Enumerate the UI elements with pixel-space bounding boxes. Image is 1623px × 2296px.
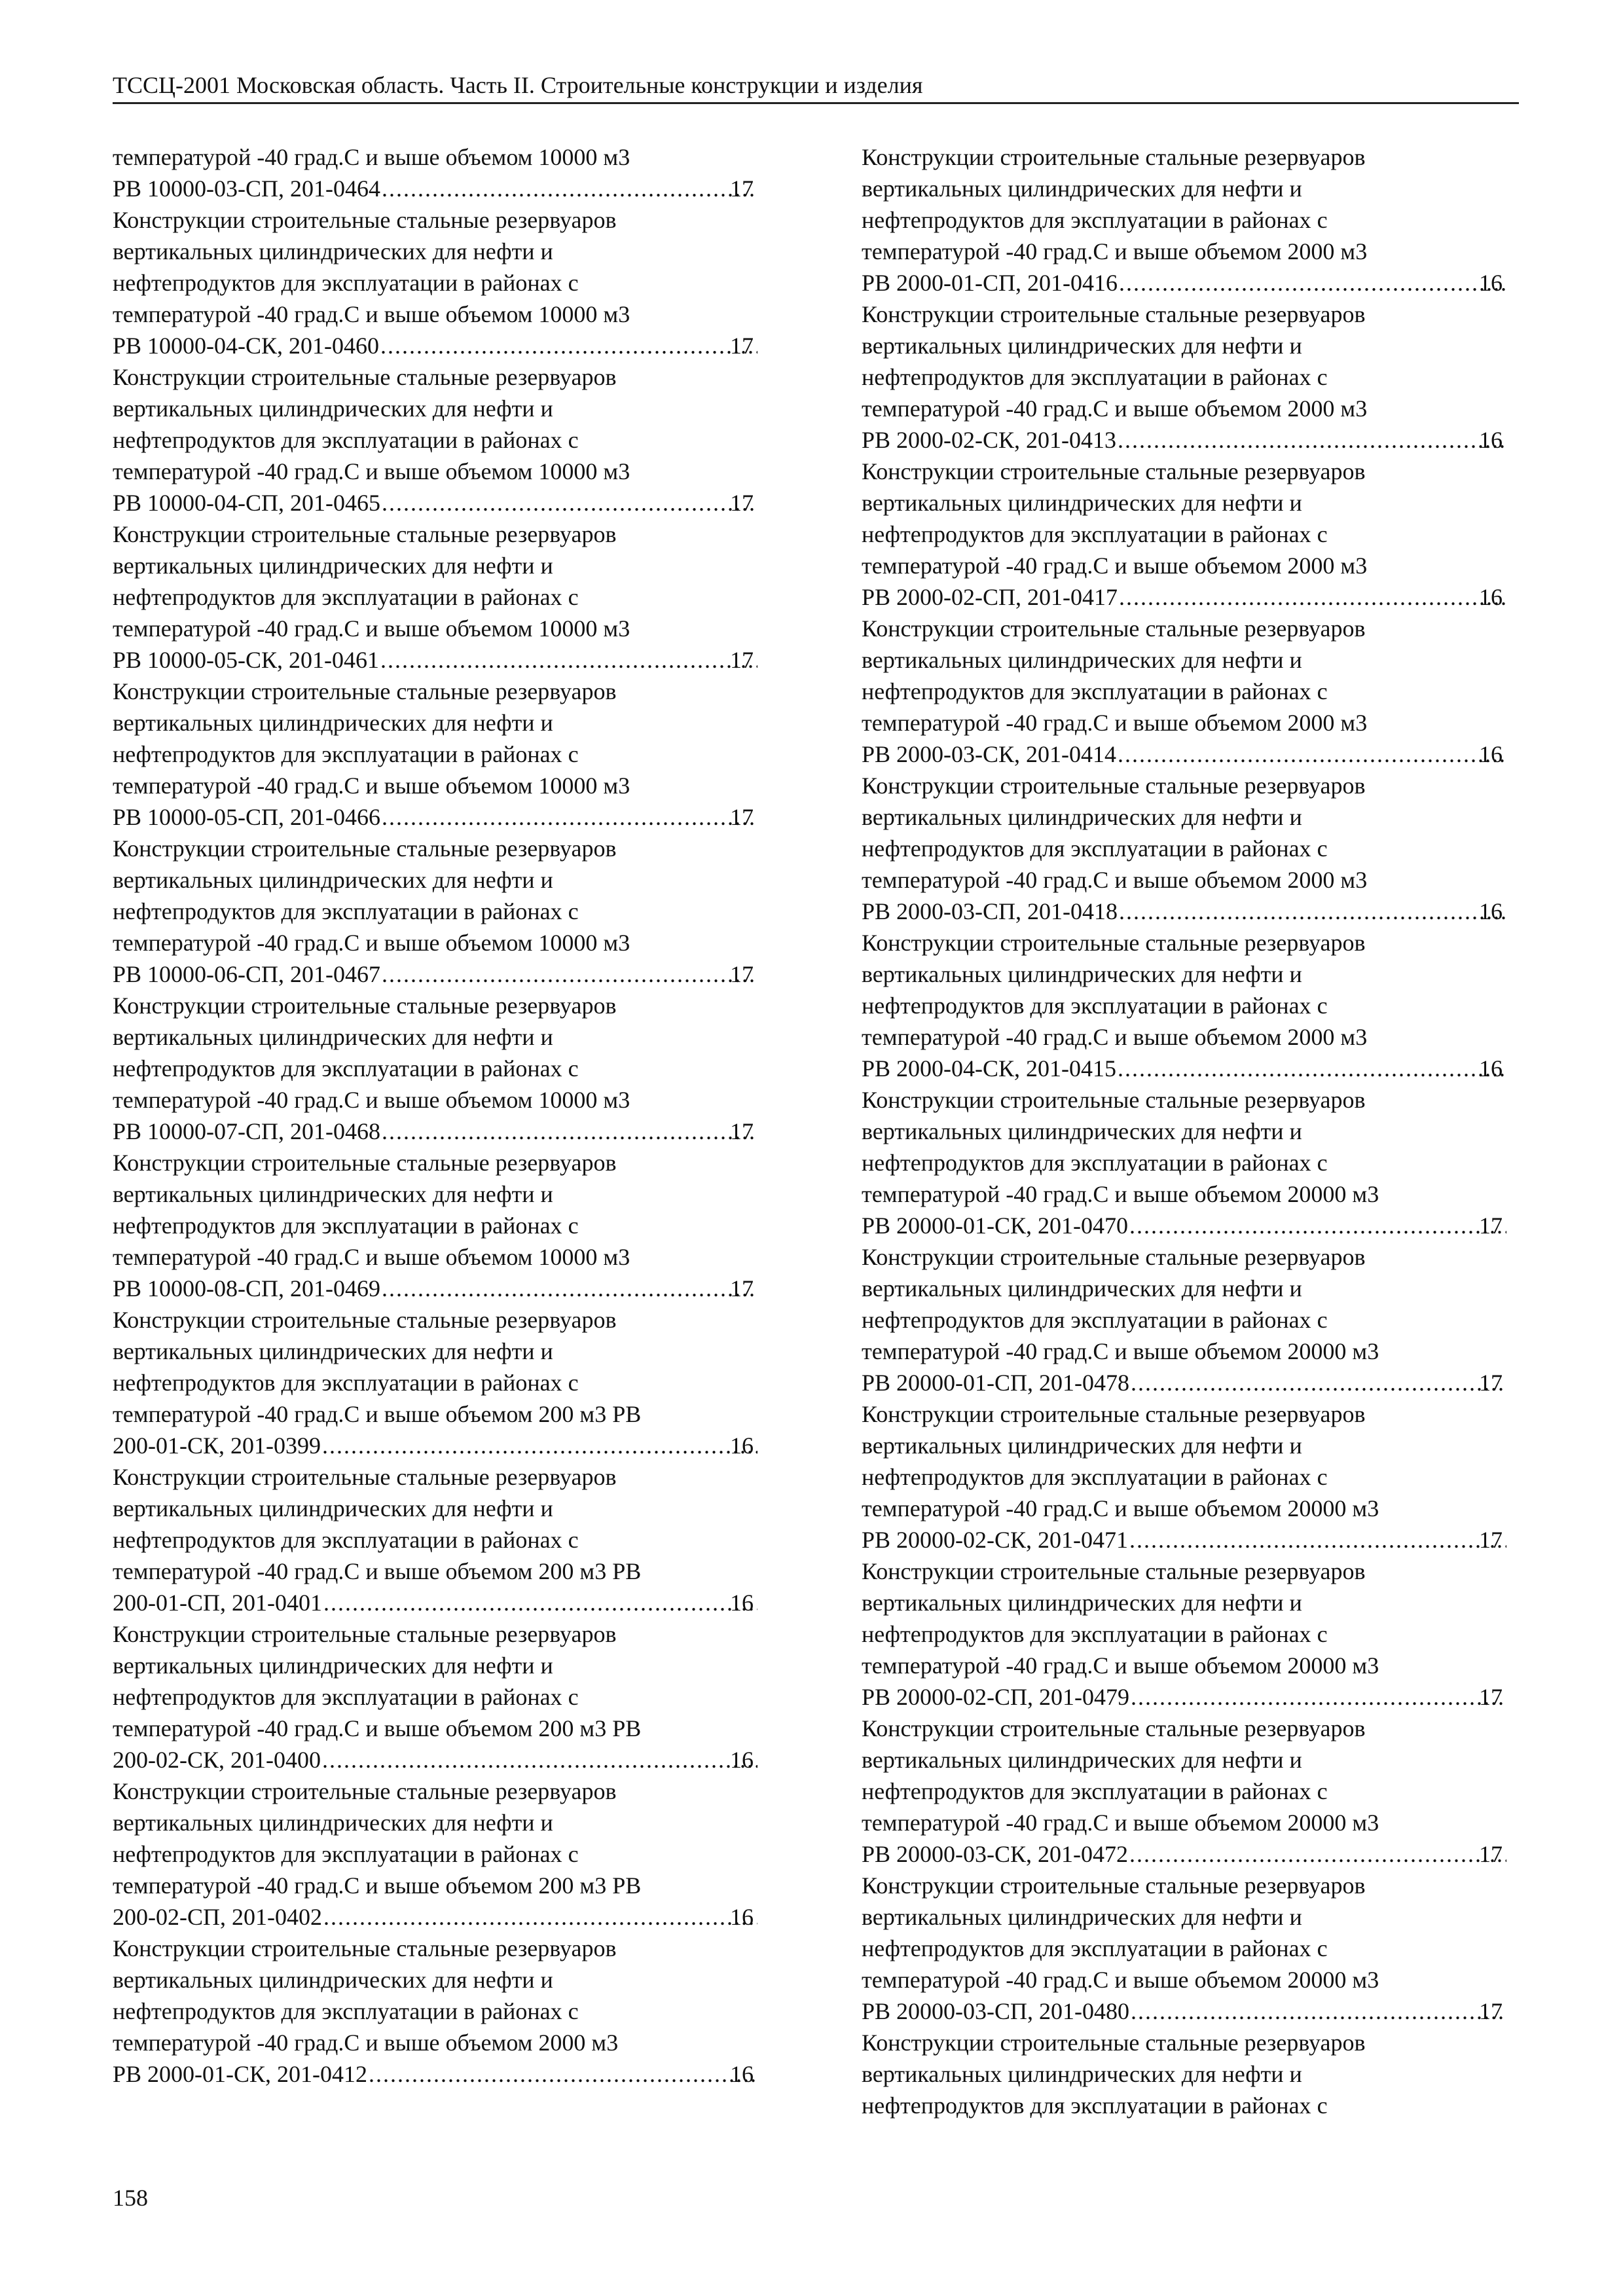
index-entry: [113, 1461, 757, 1618]
entry-code: РВ 20000-03-СК, 201-0472: [862, 1841, 1129, 1867]
entry-text-line: вертикальных цилиндрических для нефти и: [862, 2061, 1302, 2087]
entry-text-line: нефтепродуктов для эксплуатации в районах с: [862, 1935, 1328, 1961]
dot-leader: [1118, 896, 1506, 927]
entry-text-line: Конструкции строительные стальные резервуаров: [862, 1558, 1366, 1584]
dot-leader: [1116, 738, 1506, 770]
entry-code: РВ 2000-02-СК, 201-0413: [862, 427, 1117, 453]
entry-text-line: нефтепродуктов для эксплуатации в районах с: [113, 1527, 579, 1553]
entry-text-line: Конструкции строительные стальные резервуаров: [862, 1715, 1366, 1741]
entry-code-line: РВ 2000-02-СК, 201-0413 ..... 16: [889, 424, 1506, 456]
entry-text-line: Конструкции строительные стальные резервуаров: [113, 1935, 617, 1961]
entry-code-line: 200-02-СП, 201-0402 ..... 16: [140, 1901, 757, 1933]
entry-text-line: вертикальных цилиндрических для нефти и: [113, 1652, 553, 1679]
entry-text-line: вертикальных цилиндрических для нефти и: [862, 804, 1302, 830]
entry-text-line: Конструкции строительные стальные резервуаров: [113, 1150, 617, 1176]
entry-code: РВ 10000-06-СП, 201-0467: [113, 961, 381, 987]
entry-code: 200-01-СК, 201-0399: [113, 1432, 321, 1459]
entry-code-line: РВ 10000-05-СП, 201-0466 ..... 17: [140, 801, 757, 833]
entry-code: РВ 20000-01-СП, 201-0478: [862, 1370, 1130, 1396]
entry-text-line: температурой -40 град.С и выше объемом 2000 м3: [862, 1024, 1368, 1050]
entry-text-line: вертикальных цилиндрических для нефти и: [113, 1810, 553, 1836]
entry-text-line: нефтепродуктов для эксплуатации в районах с: [862, 1464, 1328, 1490]
entry-code-line: РВ 10000-07-СП, 201-0468 ..... 17: [140, 1116, 757, 1147]
index-entry: [113, 1776, 757, 1933]
index-entry: [862, 1084, 1506, 1241]
entry-text-line: вертикальных цилиндрических для нефти и: [862, 961, 1302, 987]
entry-code: РВ 10000-04-СП, 201-0465: [113, 490, 381, 516]
index-entry: [862, 299, 1506, 456]
entry-text-line: Конструкции строительные стальные резервуаров: [862, 773, 1366, 799]
entry-text-line: Конструкции строительные стальные резервуаров: [862, 1244, 1366, 1270]
entry-code: РВ 2000-02-СП, 201-0417: [862, 584, 1118, 610]
entry-text-line: вертикальных цилиндрических для нефти и: [862, 1118, 1302, 1144]
entry-text-line: температурой -40 град.С и выше объемом 20000 м3: [862, 1810, 1379, 1836]
dot-leader: [1129, 1995, 1506, 2027]
dot-leader: [321, 1430, 757, 1461]
entry-text-line: вертикальных цилиндрических для нефти и: [113, 1495, 553, 1522]
index-entry: [862, 1870, 1506, 2027]
dot-leader: [379, 330, 757, 361]
entry-text-line: вертикальных цилиндрических для нефти и: [862, 1590, 1302, 1616]
entry-text-line: Конструкции строительные стальные резервуаров: [113, 1621, 617, 1647]
dot-leader: [1128, 1838, 1506, 1870]
index-entry: [862, 456, 1506, 613]
entry-text-line: температурой -40 град.С и выше объемом 200 м3 РВ: [113, 1872, 642, 1899]
entry-code: РВ 20000-01-СК, 201-0470: [862, 1212, 1129, 1239]
entry-code-line: РВ 10000-04-СП, 201-0465 ..... 17: [140, 487, 757, 519]
entry-text-line: вертикальных цилиндрических для нефти и: [862, 647, 1302, 673]
index-entry: [862, 141, 1506, 299]
entry-text-line: температурой -40 град.С и выше объемом 20000 м3: [862, 1495, 1379, 1522]
dot-leader: [380, 1273, 757, 1304]
entry-code: РВ 10000-05-СП, 201-0466: [113, 804, 381, 830]
entry-text-line: нефтепродуктов для эксплуатации в районах с: [862, 1621, 1328, 1647]
entry-text-line: нефтепродуктов для эксплуатации в районах с: [862, 364, 1328, 390]
entry-code-line: РВ 2000-01-СК, 201-0412 ..... 16: [140, 2058, 757, 2090]
entry-text-line: Конструкции строительные стальные резервуаров: [862, 1872, 1366, 1899]
dot-leader: [379, 644, 757, 676]
entry-text-line: Конструкции строительные стальные резервуаров: [862, 301, 1366, 327]
entry-text-line: нефтепродуктов для эксплуатации в районах с: [113, 427, 579, 453]
entry-text-line: нефтепродуктов для эксплуатации в районах с: [862, 1150, 1328, 1176]
index-column-right: [862, 141, 1506, 2121]
index-column-left: [113, 141, 757, 2090]
dot-leader: [1129, 1681, 1506, 1713]
dot-leader: [1116, 1053, 1506, 1084]
entry-text-line: вертикальных цилиндрических для нефти и: [862, 1747, 1302, 1773]
entry-code-line: РВ 10000-06-СП, 201-0467 ..... 17: [140, 958, 757, 990]
page-number: 158: [113, 2185, 148, 2211]
entry-text-line: нефтепродуктов для эксплуатации в районах с: [113, 1370, 579, 1396]
entry-code-line: РВ 20000-01-СК, 201-0470 ..... 17: [889, 1210, 1506, 1241]
entry-text-line: вертикальных цилиндрических для нефти и: [862, 1904, 1302, 1930]
entry-text-line: температурой -40 град.С и выше объемом 2000 м3: [862, 238, 1368, 264]
entry-text-line: Конструкции строительные стальные резервуаров: [113, 207, 617, 233]
entry-text-line: вертикальных цилиндрических для нефти и: [113, 1967, 553, 1993]
entry-text-line: температурой -40 град.С и выше объемом 2000 м3: [862, 395, 1368, 422]
entry-code-line: РВ 10000-03-СП, 201-0464 ..... 17: [140, 173, 757, 204]
entry-code-line: 200-01-СК, 201-0399 ..... 16: [140, 1430, 757, 1461]
entry-code-line: РВ 20000-03-СП, 201-0480 ..... 17: [889, 1995, 1506, 2027]
entry-code: РВ 2000-01-СК, 201-0412: [113, 2061, 368, 2087]
index-entry: [862, 770, 1506, 927]
entry-text-line: температурой -40 град.С и выше объемом 10000 м3: [113, 930, 630, 956]
entry-text-line: температурой -40 град.С и выше объемом 2000 м3: [113, 2030, 619, 2056]
entry-text-line: нефтепродуктов для эксплуатации в районах с: [113, 584, 579, 610]
entry-text-line: температурой -40 град.С и выше объемом 20000 м3: [862, 1652, 1379, 1679]
entry-code: 200-02-СК, 201-0400: [113, 1747, 321, 1773]
index-entry: [113, 204, 757, 361]
index-entry: [862, 613, 1506, 770]
entry-text-line: Конструкции строительные стальные резервуаров: [113, 835, 617, 862]
entry-code: РВ 2000-03-СП, 201-0418: [862, 898, 1118, 924]
entry-text-line: температурой -40 град.С и выше объемом 10000 м3: [113, 144, 630, 170]
dot-leader: [1118, 267, 1506, 299]
entry-code: РВ 20000-02-СП, 201-0479: [862, 1684, 1130, 1710]
dot-leader: [380, 801, 757, 833]
index-entry: [113, 1618, 757, 1776]
index-entry: [862, 2027, 1506, 2121]
entry-text-line: Конструкции строительные стальные резервуаров: [113, 1778, 617, 1804]
entry-code-line: РВ 10000-08-СП, 201-0469 ..... 17: [140, 1273, 757, 1304]
entry-text-line: Конструкции строительные стальные резервуаров: [113, 1464, 617, 1490]
entry-text-line: Конструкции строительные стальные резервуаров: [113, 1307, 617, 1333]
entry-code-line: РВ 2000-01-СП, 201-0416 ..... 16: [889, 267, 1506, 299]
entry-text-line: температурой -40 град.С и выше объемом 2000 м3: [862, 710, 1368, 736]
entry-text-line: температурой -40 град.С и выше объемом 20000 м3: [862, 1967, 1379, 1993]
entry-text-line: вертикальных цилиндрических для нефти и: [862, 1432, 1302, 1459]
entry-code: РВ 20000-02-СК, 201-0471: [862, 1527, 1129, 1553]
dot-leader: [1128, 1524, 1506, 1556]
entry-text-line: нефтепродуктов для эксплуатации в районах с: [862, 993, 1328, 1019]
index-entry: [862, 1556, 1506, 1713]
running-header: ТССЦ-2001 Московская область. Часть II. Строительные конструкции и изделия: [113, 69, 1519, 104]
entry-code-line: РВ 10000-04-СК, 201-0460 ..... 17: [140, 330, 757, 361]
index-entry: [862, 927, 1506, 1084]
entry-text-line: Конструкции строительные стальные резервуаров: [862, 2030, 1366, 2056]
dot-leader: [367, 2058, 757, 2090]
entry-text-line: нефтепродуктов для эксплуатации в районах с: [113, 1055, 579, 1082]
entry-text-line: нефтепродуктов для эксплуатации в районах с: [862, 1778, 1328, 1804]
entry-text-line: температурой -40 град.С и выше объемом 10000 м3: [113, 615, 630, 642]
index-entry: [113, 676, 757, 833]
entry-text-line: температурой -40 град.С и выше объемом 2000 м3: [862, 867, 1368, 893]
entry-text-line: температурой -40 град.С и выше объемом 200 м3 РВ: [113, 1715, 642, 1741]
entry-text-line: Конструкции строительные стальные резервуаров: [113, 678, 617, 704]
entry-text-line: вертикальных цилиндрических для нефти и: [113, 867, 553, 893]
entry-text-line: вертикальных цилиндрических для нефти и: [862, 175, 1302, 202]
entry-code: 200-02-СП, 201-0402: [113, 1904, 322, 1930]
entry-code-line: РВ 20000-02-СП, 201-0479 ..... 17: [889, 1681, 1506, 1713]
entry-text-line: вертикальных цилиндрических для нефти и: [113, 710, 553, 736]
entry-text-line: нефтепродуктов для эксплуатации в районах с: [113, 898, 579, 924]
entry-text-line: температурой -40 град.С и выше объемом 200 м3 РВ: [113, 1558, 642, 1584]
entry-text-line: вертикальных цилиндрических для нефти и: [113, 238, 553, 264]
entry-code: РВ 10000-08-СП, 201-0469: [113, 1275, 381, 1302]
index-entry: [113, 1304, 757, 1461]
entry-text-line: нефтепродуктов для эксплуатации в районах с: [862, 1307, 1328, 1333]
entry-text-line: вертикальных цилиндрических для нефти и: [862, 490, 1302, 516]
dot-leader: [380, 1116, 757, 1147]
entry-text-line: Конструкции строительные стальные резервуаров: [862, 144, 1366, 170]
entry-text-line: температурой -40 град.С и выше объемом 10000 м3: [113, 773, 630, 799]
entry-code-line: РВ 2000-03-СП, 201-0418 ..... 16: [889, 896, 1506, 927]
entry-text-line: температурой -40 град.С и выше объемом 10000 м3: [113, 458, 630, 484]
entry-text-line: вертикальных цилиндрических для нефти и: [113, 553, 553, 579]
index-entry: [113, 990, 757, 1147]
entry-code: РВ 2000-01-СП, 201-0416: [862, 270, 1118, 296]
dot-leader: [322, 1901, 757, 1933]
entry-text-line: нефтепродуктов для эксплуатации в районах с: [113, 741, 579, 767]
entry-code: РВ 10000-04-СК, 201-0460: [113, 333, 380, 359]
entry-text-line: нефтепродуктов для эксплуатации в районах с: [862, 2092, 1328, 2119]
entry-code-line: РВ 20000-01-СП, 201-0478 ..... 17: [889, 1367, 1506, 1398]
index-entry: [862, 1241, 1506, 1398]
entry-code-line: 200-01-СП, 201-0401 ..... 16: [140, 1587, 757, 1618]
entry-text-line: температурой -40 град.С и выше объемом 200 м3 РВ: [113, 1401, 642, 1427]
dot-leader: [1116, 424, 1506, 456]
entry-code-line: РВ 10000-05-СК, 201-0461 ..... 17: [140, 644, 757, 676]
entry-text-line: нефтепродуктов для эксплуатации в районах с: [113, 1841, 579, 1867]
entry-code-line: РВ 2000-03-СК, 201-0414 ..... 16: [889, 738, 1506, 770]
index-entry: [113, 519, 757, 676]
entry-code-line: РВ 20000-02-СК, 201-0471 ..... 17: [889, 1524, 1506, 1556]
entry-text-line: Конструкции строительные стальные резервуаров: [862, 1087, 1366, 1113]
entry-text-line: нефтепродуктов для эксплуатации в районах с: [113, 1684, 579, 1710]
index-entry: [113, 141, 757, 204]
entry-code: РВ 2000-04-СК, 201-0415: [862, 1055, 1117, 1082]
entry-text-line: вертикальных цилиндрических для нефти и: [113, 1338, 553, 1364]
entry-text-line: вертикальных цилиндрических для нефти и: [113, 395, 553, 422]
entry-code: РВ 10000-07-СП, 201-0468: [113, 1118, 381, 1144]
dot-leader: [321, 1744, 757, 1776]
dot-leader: [1118, 581, 1506, 613]
entry-code-line: РВ 2000-04-СК, 201-0415 ..... 16: [889, 1053, 1506, 1084]
entry-text-line: нефтепродуктов для эксплуатации в районах с: [862, 678, 1328, 704]
dot-leader: [322, 1587, 757, 1618]
entry-text-line: Конструкции строительные стальные резервуаров: [862, 1401, 1366, 1427]
entry-text-line: температурой -40 град.С и выше объемом 10000 м3: [113, 1087, 630, 1113]
entry-text-line: температурой -40 град.С и выше объемом 20000 м3: [862, 1338, 1379, 1364]
entry-text-line: Конструкции строительные стальные резервуаров: [113, 993, 617, 1019]
entry-text-line: вертикальных цилиндрических для нефти и: [862, 333, 1302, 359]
entry-text-line: нефтепродуктов для эксплуатации в районах с: [113, 1212, 579, 1239]
index-entry: [113, 1147, 757, 1304]
dot-leader: [380, 487, 757, 519]
index-entry: [113, 833, 757, 990]
entry-code: 200-01-СП, 201-0401: [113, 1590, 322, 1616]
entry-text-line: нефтепродуктов для эксплуатации в районах с: [113, 1998, 579, 2024]
dot-leader: [1129, 1367, 1506, 1398]
entry-text-line: температурой -40 град.С и выше объемом 10000 м3: [113, 1244, 630, 1270]
index-entry: [862, 1713, 1506, 1870]
entry-code: РВ 2000-03-СК, 201-0414: [862, 741, 1117, 767]
entry-text-line: нефтепродуктов для эксплуатации в районах с: [862, 835, 1328, 862]
entry-code-line: РВ 2000-02-СП, 201-0417 ..... 16: [889, 581, 1506, 613]
index-entry: [862, 1398, 1506, 1556]
entry-code: РВ 10000-03-СП, 201-0464: [113, 175, 381, 202]
entry-text-line: Конструкции строительные стальные резервуаров: [862, 615, 1366, 642]
entry-text-line: Конструкции строительные стальные резервуаров: [862, 930, 1366, 956]
dot-leader: [380, 173, 757, 204]
entry-code: РВ 10000-05-СК, 201-0461: [113, 647, 380, 673]
entry-text-line: Конструкции строительные стальные резервуаров: [862, 458, 1366, 484]
entry-code-line: 200-02-СК, 201-0400 ..... 16: [140, 1744, 757, 1776]
entry-text-line: температурой -40 град.С и выше объемом 10000 м3: [113, 301, 630, 327]
entry-text-line: температурой -40 град.С и выше объемом 20000 м3: [862, 1181, 1379, 1207]
entry-text-line: вертикальных цилиндрических для нефти и: [113, 1024, 553, 1050]
index-entry: [113, 361, 757, 519]
index-entry: [113, 1933, 757, 2090]
entry-text-line: Конструкции строительные стальные резервуаров: [113, 521, 617, 547]
dot-leader: [1128, 1210, 1506, 1241]
entry-text-line: вертикальных цилиндрических для нефти и: [862, 1275, 1302, 1302]
entry-text-line: нефтепродуктов для эксплуатации в районах с: [113, 270, 579, 296]
entry-code-line: РВ 20000-03-СК, 201-0472 ..... 17: [889, 1838, 1506, 1870]
entry-text-line: Конструкции строительные стальные резервуаров: [113, 364, 617, 390]
entry-code: РВ 20000-03-СП, 201-0480: [862, 1998, 1130, 2024]
entry-text-line: вертикальных цилиндрических для нефти и: [113, 1181, 553, 1207]
dot-leader: [380, 958, 757, 990]
entry-text-line: температурой -40 град.С и выше объемом 2000 м3: [862, 553, 1368, 579]
entry-text-line: нефтепродуктов для эксплуатации в районах с: [862, 207, 1328, 233]
entry-text-line: нефтепродуктов для эксплуатации в районах с: [862, 521, 1328, 547]
